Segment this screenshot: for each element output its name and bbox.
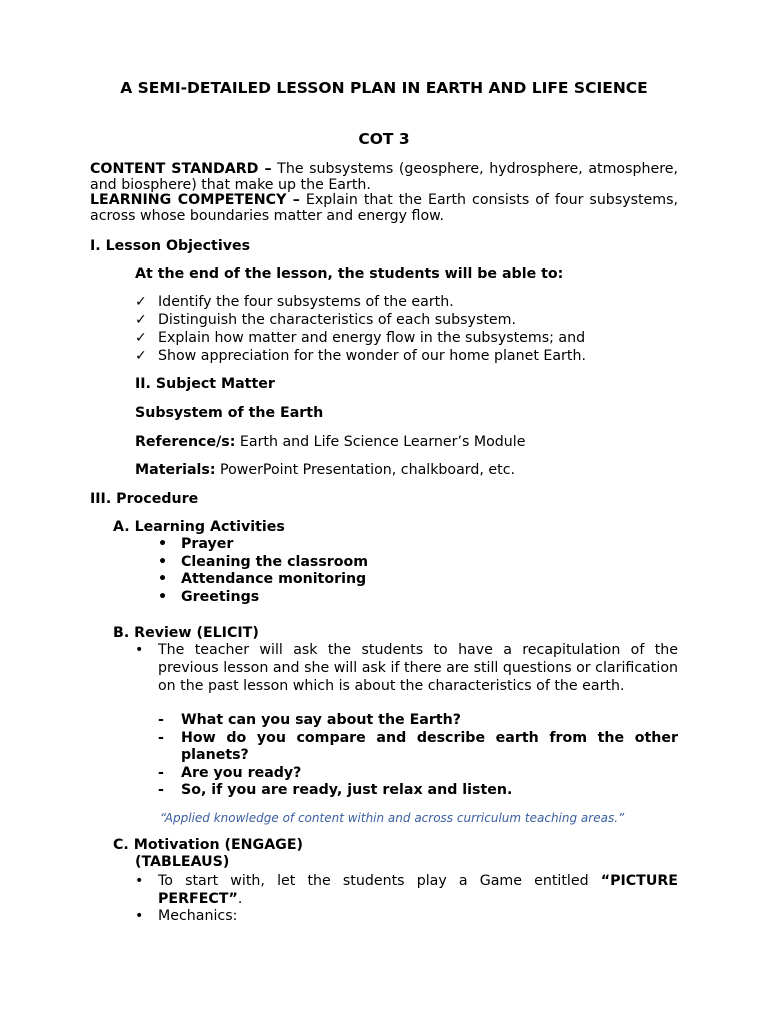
objectives-intro: At the end of the lesson, the students will be able to:: [135, 266, 564, 282]
objectives-heading: I. Lesson Objectives: [90, 238, 251, 254]
learning-activities-heading: A. Learning Activities: [113, 519, 285, 535]
question-text: What can you say about the Earth?: [181, 712, 461, 728]
check-icon: ✓: [135, 330, 147, 346]
list-item: [158, 765, 678, 783]
review-heading: B. Review (ELICIT): [113, 625, 259, 641]
bullet-icon: •: [135, 908, 144, 924]
question-text: Are you ready?: [181, 764, 302, 781]
motivation-text: To start with, let the students play a Game entitled: [158, 873, 601, 889]
content-standard-label: CONTENT STANDARD –: [90, 161, 272, 177]
bullet-icon: •: [135, 642, 144, 658]
bullet-icon: •: [158, 571, 168, 588]
subject-matter-topic: Subsystem of the Earth: [135, 405, 324, 421]
materials-label: Materials:: [135, 462, 216, 478]
bullet-icon: •: [158, 536, 168, 552]
review-paragraph: The teacher will ask the students to have a recapitulation of the previous lesson and she will ask if there are still questions or clarification on the past lesson which is about the characteristics of the earth.: [158, 642, 678, 694]
materials-line: [135, 461, 515, 479]
cot-label: COT 3: [358, 130, 410, 148]
question-text: How do you compare and describe earth from the other planets?: [181, 729, 678, 764]
materials-value: PowerPoint Presentation, chalkboard, etc.: [215, 462, 516, 478]
objective-text: Explain how matter and energy flow in the subsystems; and: [158, 330, 586, 346]
learning-competency: [90, 193, 678, 224]
question-text: So, if you are ready, just relax and listen.: [181, 782, 513, 799]
mechanics-label: Mechanics:: [158, 908, 238, 924]
motivation-text-end: .: [237, 891, 243, 907]
reference-line: [135, 433, 525, 451]
bullet-icon: •: [158, 553, 168, 570]
check-icon: ✓: [135, 294, 147, 310]
objective-text: Identify the four subsystems of the earth.: [158, 294, 454, 310]
document-title: A SEMI-DETAILED LESSON PLAN IN EARTH AND LIFE SCIENCE: [120, 79, 648, 97]
motivation-subheading: (TABLEAUS): [135, 854, 230, 870]
dash-marker: -: [158, 712, 164, 728]
procedure-heading: III. Procedure: [90, 491, 199, 507]
activity-text: Prayer: [181, 536, 234, 552]
dash-marker: -: [158, 729, 164, 746]
subject-matter-heading: II. Subject Matter: [135, 376, 275, 392]
review-questions: [158, 712, 678, 800]
activity-text: Greetings: [181, 588, 260, 605]
reference-label: Reference/s:: [135, 434, 236, 450]
activity-text: Cleaning the classroom: [181, 553, 369, 570]
list-item: [158, 782, 678, 800]
check-icon: ✓: [135, 348, 147, 364]
learning-competency-text: Explain that the Earth consists of four subsystems, across whose boundaries matter and energy flow.: [90, 192, 679, 224]
bullet-icon: •: [158, 588, 168, 605]
curriculum-quote: “Applied knowledge of content within and across curriculum teaching areas.”: [160, 811, 625, 825]
content-standard-text: The subsystems (geosphere, hydrosphere, atmosphere, and biosphere) that make up the Earth.: [90, 161, 678, 193]
dash-marker: -: [158, 764, 164, 781]
dash-marker: -: [158, 782, 164, 799]
learning-competency-label: LEARNING COMPETENCY –: [90, 192, 300, 208]
content-standard: [90, 162, 678, 193]
list-item: [158, 730, 678, 765]
motivation-paragraph: [158, 872, 678, 908]
reference-value: Earth and Life Science Learner’s Module: [235, 434, 526, 450]
bullet-icon: •: [135, 873, 144, 889]
objective-text: Show appreciation for the wonder of our home planet Earth.: [158, 348, 586, 364]
objective-text: Distinguish the characteristics of each subsystem.: [158, 312, 516, 328]
motivation-heading: C. Motivation (ENGAGE): [113, 837, 304, 853]
game-title: “PICTURE PERFECT”: [158, 873, 678, 907]
check-icon: ✓: [135, 312, 147, 328]
list-item: [158, 712, 678, 730]
activity-text: Attendance monitoring: [181, 571, 367, 588]
